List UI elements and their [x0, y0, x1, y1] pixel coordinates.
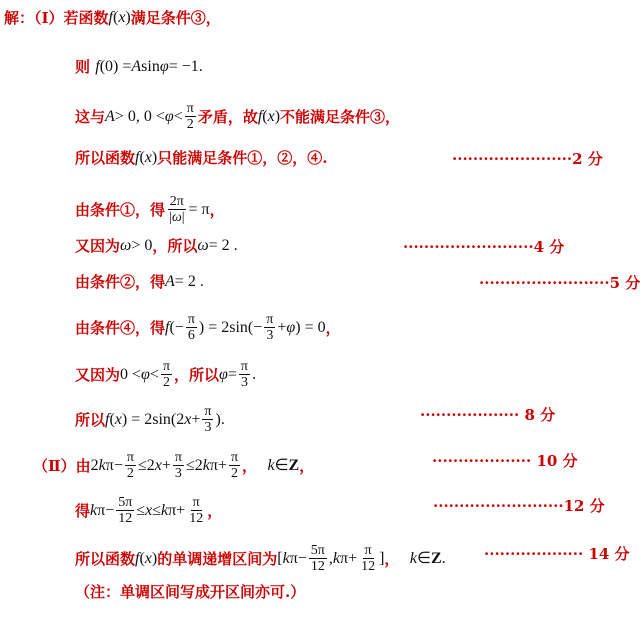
fraction-pi-2: $\frac{\pi}{2}$ [186, 101, 194, 132]
part2-inequality: （Ⅱ）由 2 k π− $\frac{\pi}{2}$ ≤2 x + $\frac{\pi}{3}$ ≤2 k π+ $\frac{\pi}{2}$ ， k ∈ Z ， [33, 450, 315, 481]
score-14: ··················· 14 分 [484, 545, 630, 563]
score-8: ··················· 8 分 [420, 406, 556, 424]
step-cond1: 由条件①，得 $\frac{2\pi}{|\omega|}$ = π ， [75, 194, 225, 225]
score-5: ·························5 分 [479, 274, 640, 292]
score-12: ·························12 分 [433, 497, 605, 515]
math-f0: f [95, 58, 100, 75]
part2-solution-x: 得 k π− $\frac{5\pi}{12}$ ≤ x ≤ k π+ $\frac{\pi}{12}$ ， [75, 495, 223, 526]
score-10: ··················· 10 分 [432, 452, 578, 470]
part1-heading-tail: 满足条件③， [130, 9, 221, 27]
step-omega: 又因为 ω > 0 ，所以 ω = 2 . [75, 237, 238, 255]
step-contradiction: 这与 A > 0, 0 < φ < $\frac{\pi}{2}$ 矛盾，故 f ( x ) 不能满足条件③， [75, 101, 401, 132]
note: （注：单调区间写成开区间亦可.） [75, 583, 306, 601]
step-cond2: 由条件②，得 A = 2 . [75, 273, 204, 291]
fraction-2pi-omega: $\frac{2\pi}{|\omega|}$ [169, 194, 185, 225]
part1-heading-text: 解：（Ⅰ）若函数 [4, 9, 109, 27]
part1-heading: 解：（Ⅰ）若函数 f ( x ) 满足条件③， [4, 9, 221, 27]
math-fx: f [108, 9, 113, 26]
step-cond4: 由条件④，得 f (− $\frac{\pi}{6}$ ) = 2sin(− $\frac{\pi}{3}$ + φ ) = 0 ， [75, 312, 341, 343]
step-only-conditions: 所以函数 f ( x ) 只能满足条件①，②，④. [75, 149, 328, 167]
step-fx-result: 所以 f ( x ) = 2sin(2 x + $\frac{\pi}{3}$ ). [75, 404, 225, 435]
step-phi: 又因为 0 < φ < $\frac{\pi}{2}$ ，所以 φ = $\frac{\pi}{3}$ . [75, 359, 256, 390]
part2-interval: 所以函数 f ( x ) 的单调递增区间为 [ k π− $\frac{5\pi}{12}$ , k π+ $\frac{\pi}{12}$ ] ， k ∈ Z . [75, 543, 446, 574]
score-2: ·······················2 分 [452, 150, 603, 168]
step-f0: 则 f (0) = A sin φ = −1. [75, 58, 203, 76]
score-4: ·························4 分 [403, 238, 565, 256]
